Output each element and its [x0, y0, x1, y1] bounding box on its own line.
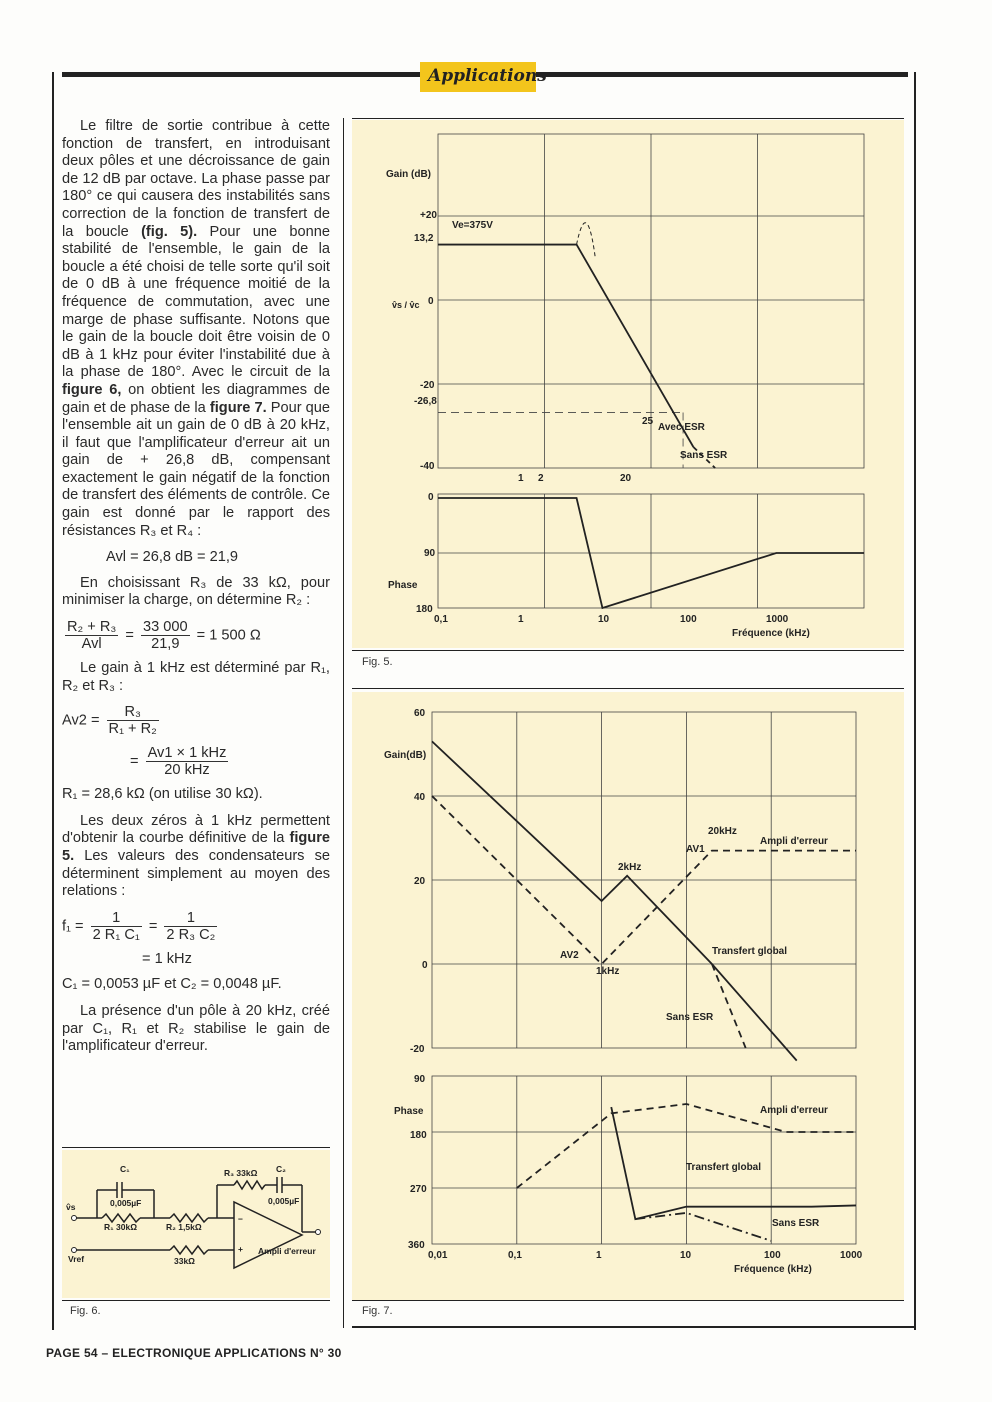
fig7-phase-title: Phase	[394, 1106, 424, 1117]
equation-avl-text: Avl = 26,8 dB = 21,9	[106, 549, 238, 566]
para-2: En choisissant R₃ de 33 kΩ, pour minimiser la charge, on détermine R₂ :	[62, 574, 330, 609]
fig7-phase-tick-180: 180	[410, 1130, 427, 1141]
equation-r2: $\frac{\text{R₂ + R₃}}{\text{Avl}}$ = $\frac{33 000}{21,9}$ = 1 500 Ω	[67, 619, 261, 653]
fig6-vs: v̂s	[66, 1202, 76, 1212]
equation-av2	[62, 704, 330, 737]
fig6-caption: Fig. 6.	[70, 1305, 101, 1317]
fig7-bottom-rule	[352, 1300, 904, 1301]
fig6-c2-value: 0,005µF	[268, 1196, 300, 1206]
fig6-r1: R₁ 30kΩ	[104, 1222, 138, 1232]
fig7-ph-transfert: Transfert global	[686, 1162, 762, 1173]
equation-f1-result	[62, 951, 330, 969]
fig7-gain-title: Gain(dB)	[384, 750, 427, 761]
eq5-num: 1	[91, 910, 142, 927]
fig7-ph-ampli: Ampli d'erreur	[760, 1105, 828, 1116]
fig7-x-1000: 1000	[840, 1250, 863, 1261]
eq3b-den: 20 kHz	[164, 762, 210, 779]
fig5-ref: (fig. 5).	[141, 223, 198, 240]
article-text	[62, 118, 330, 1065]
eq5-den2: 2 R₃ C₂	[166, 926, 216, 943]
fig5-bottom-rule	[352, 650, 904, 651]
eq5-lhs: f₁ =	[62, 918, 84, 935]
fig5-chart	[352, 120, 904, 648]
fig6-r2: R₂ 1,5kΩ	[166, 1222, 202, 1232]
fig5-tick-m20: -20	[420, 380, 435, 391]
fig7-ph-sans: Sans ESR	[772, 1218, 820, 1229]
para-4b: Les valeurs des condensateurs se déterminent simplement au moyen des relations :	[62, 848, 330, 900]
fig7-phase-tick-90: 90	[414, 1074, 426, 1085]
eq2-num: R₂ + R₃	[67, 619, 117, 636]
fig7-ref: figure 7.	[209, 399, 267, 416]
left-margin-rule	[52, 72, 54, 1330]
fig5-x-1b: 1	[518, 614, 524, 625]
fig6-c1-value: 0,005µF	[110, 1198, 142, 1208]
para-1: Le filtre de sortie contribue à cette fonction de transfert, en introduisant deux pôles et une décroissance de gain de 12 dB par octave. La phase passe par 180° ce qui causera des instabilités sans correction de la fonction de transfert de la boucle	[62, 118, 330, 240]
fig7-tick-60: 60	[414, 708, 426, 719]
column-divider	[343, 118, 344, 1328]
fig5-avec-esr: Avec ESR	[658, 422, 705, 433]
equation-av2b: = $\frac{\text{Av1 × 1 kHz}}{\text{20 kHz}}$	[130, 745, 227, 779]
fig7-label-av2: AV2	[560, 950, 579, 961]
fig7-tick-40: 40	[414, 792, 426, 803]
fig5-sep-rule	[352, 688, 904, 689]
eq5-den: 2 R₁ C₁	[92, 926, 140, 943]
fig5-phase-title: Phase	[388, 580, 418, 591]
para-1b: Pour une bonne stabilité de l'ensemble, le gain de la boucle a été choisi de telle sorte qu'il soit de 0 dB à une fréquence moitié de la fréquence de commutation, avec une marge de phase suffisante. Notons que le gain de la boucle doit être voisin de 0 dB à 1 kHz pour éviter l'instabilité due à la phase de 180°. Avec le circuit de la	[62, 223, 330, 381]
fig7-x-0-01: 0,01	[428, 1250, 448, 1261]
fig6-vref: Vref	[68, 1254, 85, 1264]
fig5-tick-m40: -40	[420, 461, 435, 472]
fig5-gain-title: Gain (dB)	[386, 169, 431, 180]
equation-avl	[62, 549, 330, 567]
fig6-bottom-rule	[62, 1300, 330, 1301]
fig5-x-2: 2	[538, 473, 544, 484]
fig5-caption: Fig. 5.	[362, 656, 393, 668]
fig5-phase-tick-90: 90	[424, 548, 436, 559]
equation-f1: f₁ = $\frac{1}{\text{2 R₁ C₁}}$ = $\frac{1}{\text{2 R₃ C₂}}$	[62, 909, 216, 943]
section-badge	[420, 62, 547, 92]
fig7-label-ampli: Ampli d'erreur	[760, 836, 828, 847]
fig6-top-rule	[62, 1147, 330, 1148]
equation-c: C₁ = 0,0053 µF et C₂ = 0,0048 µF.	[62, 976, 282, 993]
fig5-tick-13-2: 13,2	[414, 233, 434, 244]
fig7-caption: Fig. 7.	[362, 1305, 393, 1317]
fig6-ref: figure 6,	[62, 381, 122, 398]
fig7-phase-tick-360: 360	[408, 1240, 425, 1251]
fig7-tick-0: 0	[422, 960, 428, 971]
eq5-res: = 1 kHz	[142, 950, 192, 967]
para-3: Le gain à 1 kHz est déterminé par R₁, R₂ et R₃ :	[62, 660, 330, 694]
fig6-amp: Ampli d'erreur	[258, 1246, 316, 1256]
fig7-phase-tick-270: 270	[410, 1184, 427, 1195]
para-4a: Les deux zéros à 1 kHz permettent d'obtenir la courbe définitive de la	[62, 812, 330, 847]
fig7-chart	[352, 692, 904, 1300]
eq2-res: = 1 500 Ω	[196, 627, 261, 644]
footer-rule	[352, 1326, 916, 1328]
fig5-xlabel: Fréquence (kHz)	[732, 628, 810, 639]
equation-r1: R₁ = 28,6 kΩ (on utilise 30 kΩ).	[62, 786, 263, 803]
para-1d: Pour que l'ensemble ait un gain de 0 dB à 20 kHz, il faut que l'amplificateur d'erreur ait un gain de + 26,8 dB, compensant exactement le gain négatif de la fonction de transfert des éléments de contrôle. Ce gain est donné par le rapport des résistances R₃ et R₄ :	[62, 399, 331, 539]
eq5-num2: 1	[164, 910, 217, 927]
fig5-tick-m26-8: -26,8	[414, 396, 437, 407]
fig5-tick-p20: +20	[420, 210, 437, 221]
fig5-sans-esr: Sans ESR	[680, 450, 728, 461]
section-badge-label: Applications	[428, 66, 547, 86]
fig5-x-100: 100	[680, 614, 697, 625]
svg-text:+: +	[238, 1244, 243, 1254]
eq3-lhs: Av2 =	[62, 712, 100, 729]
fig6-r4: 33kΩ	[174, 1256, 195, 1266]
fig5-x-1: 1	[518, 473, 524, 484]
fig5-phase-tick-180: 180	[416, 604, 433, 615]
fig7-xlabel: Fréquence (kHz)	[734, 1264, 812, 1275]
fig7-label-transfert: Transfert global	[712, 946, 788, 957]
fig5-x-1000: 1000	[766, 614, 789, 625]
eq2-den2: 21,9	[151, 636, 180, 653]
fig7-label-1khz: 1kHz	[596, 966, 620, 977]
fig7-x-100: 100	[764, 1250, 781, 1261]
header-rule-right	[536, 72, 908, 77]
fig7-label-2khz: 2kHz	[618, 862, 642, 873]
eq2-den: Avl	[81, 636, 102, 653]
header-rule-left	[62, 72, 420, 77]
fig6-r3: R₃ 33kΩ	[224, 1168, 258, 1178]
fig6-c2: C₂	[276, 1164, 286, 1174]
fig5-x-20: 20	[620, 473, 632, 484]
fig5-ratio-label: v̂s / v̂c	[392, 300, 420, 310]
right-margin-rule	[914, 72, 916, 1330]
fig7-label-av1: AV1	[686, 844, 705, 855]
fig5-ref-2: figure 5.	[62, 830, 330, 864]
svg-text:−: −	[238, 1214, 243, 1224]
fig5-tick-0: 0	[428, 296, 434, 307]
fig5-label-25: 25	[642, 416, 654, 427]
fig5-phase-tick-0: 0	[428, 492, 434, 503]
fig7-x-1: 1	[596, 1250, 602, 1261]
fig5-top-rule	[352, 118, 904, 119]
fig6-c1: C₁	[120, 1164, 130, 1174]
para-1c: on obtient les diagrammes de gain et de phase de la	[62, 381, 331, 416]
fig7-x-10: 10	[680, 1250, 692, 1261]
fig5-x-10: 10	[598, 614, 610, 625]
fig7-x-0-1: 0,1	[508, 1250, 522, 1261]
fig5-ve-label: Ve=375V	[452, 220, 493, 231]
eq3b-num: Av1 × 1 kHz	[147, 745, 227, 762]
fig7-background	[352, 692, 904, 1300]
eq3-num: R₃	[107, 704, 159, 721]
fig7-tick-20: 20	[414, 876, 426, 887]
fig5-x-0-1: 0,1	[434, 614, 448, 625]
fig7-tick-m20: -20	[410, 1044, 425, 1055]
fig7-label-sans: Sans ESR	[666, 1012, 714, 1023]
eq3-den: R₁ + R₂	[108, 721, 157, 738]
eq2-num2: 33 000	[142, 619, 188, 636]
fig7-label-20khz: 20kHz	[708, 826, 737, 837]
para-5: La présence d'un pôle à 20 kHz, créé par C₁, R₁ et R₂ stabilise le gain de l'amplificateur d'erreur.	[62, 1002, 330, 1055]
page-footer: PAGE 54 – ELECTRONIQUE APPLICATIONS N° 30	[46, 1346, 342, 1360]
fig6-circuit	[62, 1150, 330, 1298]
